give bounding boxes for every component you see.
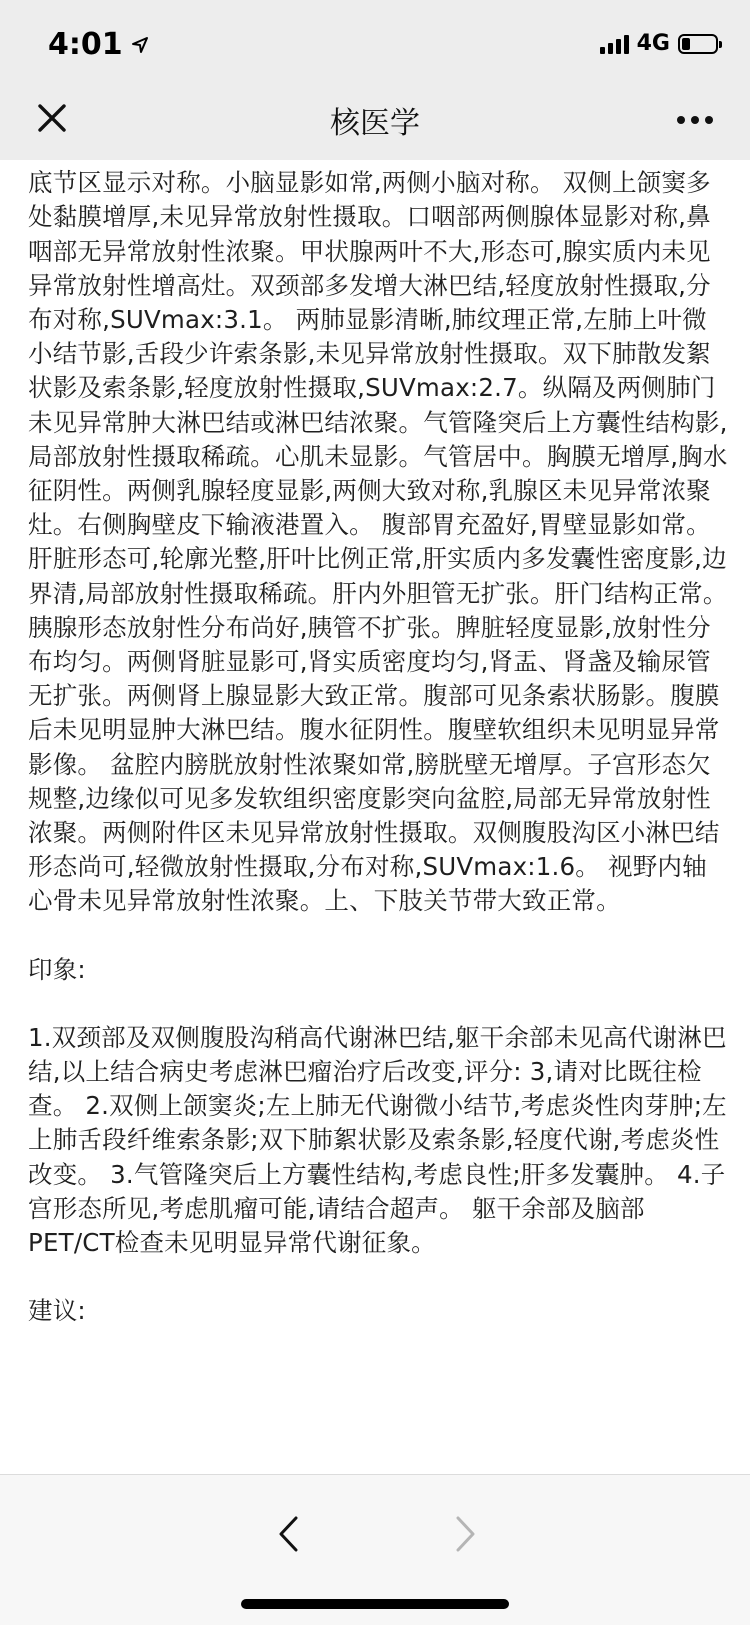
battery-icon xyxy=(678,34,718,54)
report-text xyxy=(28,132,728,1329)
status-time xyxy=(48,27,149,62)
advice-label: 建议: xyxy=(28,1296,86,1326)
status-time-text: 4:01 xyxy=(48,27,123,62)
page-title: 核医学 xyxy=(330,106,420,141)
chevron-right-icon xyxy=(455,1515,477,1553)
impression-label: 印象: xyxy=(28,954,86,984)
top-bar xyxy=(0,0,750,160)
more-button[interactable] xyxy=(670,100,720,140)
network-type: 4G xyxy=(636,31,670,56)
impression-paragraph: 1.双颈部及双侧腹股沟稍高代谢淋巴结,躯干余部未见高代谢淋巴结,以上结合病史考虑淋巴瘤治疗后改变,评分: 3,请对比既往检查。 2.双侧上颌窦炎;左上肺无代谢微小结节,考虑炎性肉芽肿;左上肺舌段纤维索条影;双下肺絮状影及索条影,轻度代谢,考虑炎性改变。 3.气管隆突后上方囊性结构,考虑良性;肝多发囊肿。 4.子宫形态所见,考虑肌瘤可能,请结合超声。 躯干余部及脑部PET/CT检查未见明显异常代谢征象。 xyxy=(28,1022,727,1258)
location-arrow-icon xyxy=(131,27,149,62)
home-indicator[interactable] xyxy=(241,1599,509,1609)
findings-paragraph: 底节区显示对称。小脑显影如常,两侧小脑对称。 双侧上颌窦多处黏膜增厚,未见异常放射性摄取。口咽部两侧腺体显影对称,鼻咽部无异常放射性浓聚。甲状腺两叶不大,形态可,腺实质内未见异常放射性增高灶。双颈部多发增大淋巴结,轻度放射性摄取,分布对称,SUVmax:3.1。 两肺显影清晰,肺纹理正常,左肺上叶微小结节影,舌段少许索条影,未见异常放射性摄取。双下肺散发絮状影及索条影,轻度放射性摄取,SUVmax:2.7。纵隔及两侧肺门未见异常肿大淋巴结或淋巴结浓聚。气管隆突后上方囊性结构影,局部放射性摄取稀疏。心肌未显影。气管居中。胸膜无增厚,胸水征阴性。两侧乳腺轻度显影,两侧大致对称,乳腺区未见异常浓聚灶。右侧胸壁皮下输液港置入。 腹部胃充盈好,胃壁显影如常。肝脏形态可,轮廓光整,肝叶比例正常,肝实质内多发囊性密度影,边界清,局部放射性摄取稀疏。肝内外胆管无扩张。肝门结构正常。胰腺形态放射性分布尚好,胰管不扩张。脾脏轻度显影,放射性分布均匀。两侧肾脏显影可,肾实质密度均匀,肾盂、肾盏及输尿管无扩张。两侧肾上腺显影大致正常。腹部可见条索状肠影。腹膜后未见明显肿大淋巴结。腹水征阴性。腹壁软组织未见明显异常影像。 盆腔内膀胱放射性浓聚如常,膀胱壁无增厚。子宫形态欠规整,边缘似可见多发软组织密度影突向盆腔,局部无异常放射性浓聚。两侧附件区未见异常放射性摄取。双侧腹股沟区小淋巴结形态尚可,轻微放射性摄取,分布对称,SUVmax:1.6。 视野内轴心骨未见异常放射性浓聚。上、下肢关节带大致正常。 xyxy=(28,168,728,916)
back-button[interactable] xyxy=(268,1509,308,1559)
report-content[interactable] xyxy=(0,154,750,1474)
signal-icon xyxy=(600,34,629,54)
forward-button[interactable] xyxy=(446,1509,486,1559)
more-dots-icon xyxy=(677,116,685,124)
nav-bar xyxy=(0,90,750,150)
status-indicators xyxy=(600,31,718,56)
bottom-toolbar xyxy=(0,1474,750,1625)
chevron-left-icon xyxy=(277,1515,299,1553)
